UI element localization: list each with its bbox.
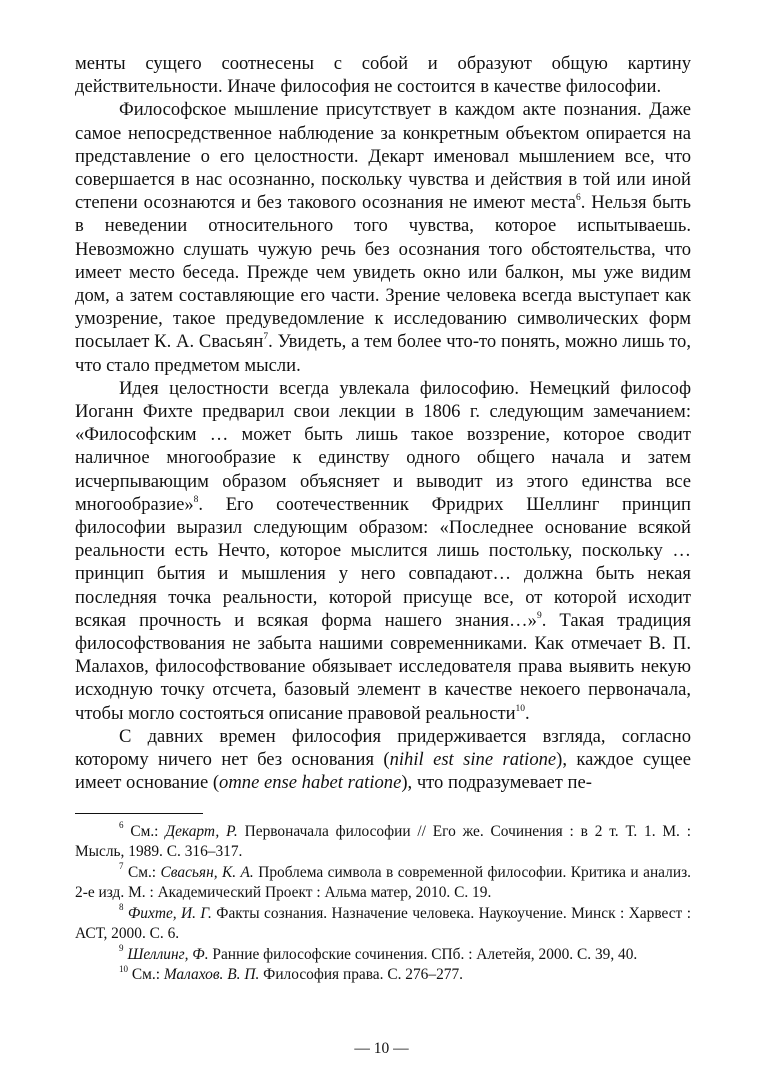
- text-run: Факты сознания. Назначение человека. Наукоучение. Минск : Харвест : АСТ, 2000. С. 6.: [75, 904, 691, 942]
- italic-text: nihil est sine ratione: [389, 749, 557, 771]
- footnote-ref: 10: [515, 703, 526, 714]
- text-run: Философское мышление присутствует в каждом акте познания. Даже самое непосредственное наблюдение за конкретным объектом опирается на представление о его целостности. Декарт именовал мышлением все, что совершается в нас осознанно, поскольку чувства и действия в той или иной степени осознаются и без такового осознания не имеют места: [75, 99, 691, 214]
- italic-text: Малахов. В. П.: [163, 966, 260, 983]
- text-run: См.:: [123, 863, 161, 881]
- text-run: ), что подразумевает пе-: [401, 772, 592, 794]
- text-run: .: [525, 702, 530, 724]
- main-text: [75, 52, 691, 795]
- footnote-ref: 8: [119, 902, 124, 913]
- footnote-ref: 8: [193, 494, 199, 505]
- paragraph: [75, 377, 691, 725]
- footnote: [75, 822, 691, 863]
- footnote-separator: [75, 813, 203, 814]
- text-run: Идея целостности всегда увлекала философию. Немецкий философ Иоганн Фихте предварил свои лекции в 1806 г. следующим замечанием: «Философским … может быть лишь такое воззрение, которое сводит наличное многообразие к единству одного общего начала и затем исчерпывающим образом объясняет и выводит из этого единства все многообразие»: [75, 377, 691, 515]
- text-run: Первоначала философии // Его же. Сочинения : в 2 т. Т. 1. М. : Мысль, 1989. С. 316–317.: [75, 822, 691, 860]
- footnote-ref: 7: [263, 332, 269, 343]
- text-run: Философия права. С. 276–277.: [259, 966, 464, 983]
- text-run: менты сущего соотнесены с собой и образуют общую картину действительности. Иначе философия не состоится в качестве философии.: [75, 53, 691, 98]
- italic-text: Свасьян, К. А.: [160, 863, 254, 881]
- footnote-ref: 6: [119, 820, 124, 831]
- text-run: См.:: [123, 822, 166, 840]
- text-run: . Его соотечественник Фридрих Шеллинг принцип философии выразил следующим образом: «Последнее основание всякой реальности есть Нечто, которое мыслится лишь постольку, поскольку … принцип бытия и мышления у него совпадают… должна быть некая последняя точка реальности, которой присуще все, от которой исходит всякая прочность и всякая форма нашего знания…»: [75, 493, 691, 631]
- italic-text: Декарт, Р.: [165, 822, 238, 840]
- text-run: . Увидеть, а тем более что-то понять, можно лишь то, что стало предметом мысли.: [75, 331, 691, 376]
- footnote: [75, 965, 691, 986]
- italic-text: Фихте, И. Г.: [127, 904, 212, 922]
- footnote: [75, 945, 691, 966]
- footnotes: [75, 822, 691, 986]
- text-run: . Нельзя быть в неведении относительного того чувства, которое испытываешь. Невозможно слушать чужую речь без осознания того обстоятельства, что имеет место беседа. Прежде чем увидеть окно или балкон, мы уже видим дом, а затем составляющие его части. Зрение человека всегда выступает как умозрение, такое предуведомление к исследованию символических форм посылает К. А. Свасьян: [75, 192, 692, 353]
- footnote-ref: 10: [119, 963, 128, 974]
- paragraph: [75, 98, 691, 376]
- text-run: Ранние философские сочинения. СПб. : Алетейя, 2000. С. 39, 40.: [208, 945, 638, 963]
- footnote-ref: 7: [119, 861, 124, 872]
- text-run: ), каждое сущее имеет основание (: [75, 749, 692, 794]
- footnote: [75, 863, 691, 904]
- text-run: Проблема символа в современной философии. Критика и анализ. 2-е изд. М. : Академический Проект : Альма матер, 2010. С. 19.: [75, 863, 691, 901]
- footnote: [75, 904, 691, 945]
- italic-text: omne ense habet ratione: [219, 772, 402, 794]
- text-run: . Такая традиция философствования не забыта нашими современниками. Как отмечает В. П. Малахов, философствование обязывает исследователя права выявить некую исходную точку отсчета, базовый элемент в качестве некоего первоначала, чтобы могло состояться описание правовой реальности: [75, 609, 691, 724]
- paragraph: [75, 725, 691, 795]
- footnote-ref: 6: [576, 193, 581, 204]
- document-page: [75, 52, 691, 986]
- text-run: См.:: [128, 966, 164, 983]
- text-run: С давних времен философия придерживается взгляда, согласно которому ничего нет без основания (: [75, 725, 691, 771]
- footnote-ref: 9: [536, 610, 542, 621]
- italic-text: Шеллинг, Ф.: [127, 945, 209, 963]
- footnote-ref: 9: [119, 943, 124, 954]
- paragraph: [75, 52, 691, 98]
- page-number: — 10 —: [354, 1040, 409, 1057]
